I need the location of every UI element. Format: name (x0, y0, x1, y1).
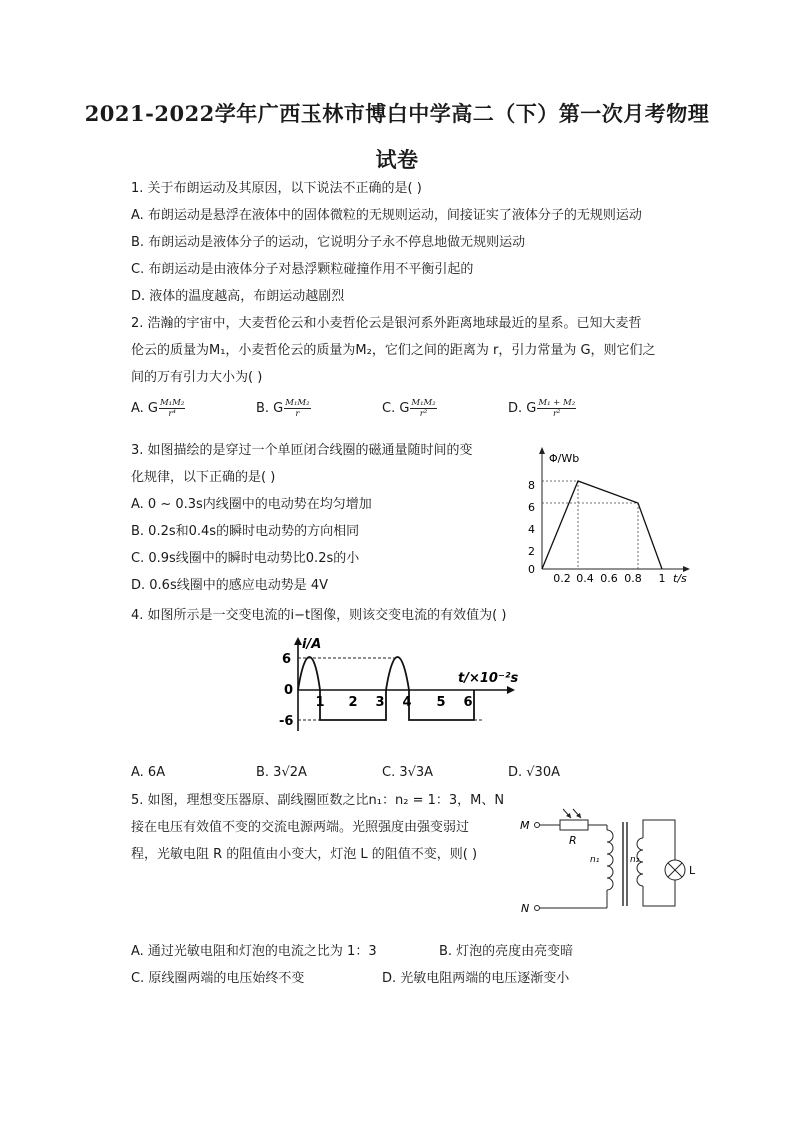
q5-transformer-circuit (515, 808, 705, 920)
q3-graph-ylabel: Φ/Wb (549, 452, 580, 465)
q1-option-c: C. 布朗运动是由液体分子对悬浮颗粒碰撞作用不平衡引起的 (131, 262, 474, 277)
q4-graph-y-arrow (294, 637, 302, 645)
q4-xtick-4: 4 (402, 695, 412, 710)
q5-option-b: B. 灯泡的亮度由亮变暗 (439, 944, 574, 959)
q2-option-d (508, 398, 576, 419)
q2-stem-line1: 2. 浩瀚的宇宙中，大麦哲伦云和小麦哲伦云是银河系外距离地球最近的星系。已知大麦哲 (131, 316, 642, 331)
q3-xtick-1: 1 (658, 572, 666, 585)
q5-stem-line2: 接在电压有效值不变的交流电源两端。光照强度由强变弱过 (131, 820, 470, 835)
q4-option-c: C. 3√3A (382, 765, 434, 780)
q3-flux-graph (515, 442, 700, 587)
q3-option-a: A. 0 ~ 0.3s内线圈中的电动势在均匀增加 (131, 497, 372, 512)
q1-option-a: A. 布朗运动是悬浮在液体中的固体微粒的无规则运动，间接证实了液体分子的无规则运动 (131, 208, 642, 223)
q2-option-d-label: D. G (508, 401, 537, 416)
q4-stem: 4. 如图所示是一交变电流的i−t图像，则该交变电流的有效值为( ) (131, 608, 507, 623)
q4-graph-xlabel: t/×10⁻²s (458, 671, 518, 686)
q4-current-graph (278, 636, 518, 736)
q5-stem-line1: 5. 如图，理想变压器原、副线圈匝数之比n₁：n₂ = 1：3，M、N (131, 793, 505, 808)
q4-positive-half-wave-2 (386, 657, 409, 690)
q5-option-a: A. 通过光敏电阻和灯泡的电流之比为 1：3 (131, 944, 377, 959)
q4-option-b: B. 3√2A (256, 765, 307, 780)
q2-option-b (256, 398, 311, 419)
q5-option-c: C. 原线圈两端的电压始终不变 (131, 971, 305, 986)
q3-xtick-0.4: 0.4 (576, 572, 594, 585)
q3-ytick-8: 8 (528, 479, 535, 492)
q4-ytick-minus6: -6 (279, 714, 294, 729)
q2-stem-line2: 伦云的质量为M₁，小麦哲伦云的质量为M₂，它们之间的距离为 r，引力常量为 G，则它们之 (131, 343, 656, 358)
q3-graph-y-arrow (539, 447, 545, 454)
q3-stem-line2: 化规律，以下正确的是( ) (131, 470, 276, 485)
q4-xtick-2: 2 (348, 695, 358, 710)
q5-primary-coil (607, 830, 613, 890)
q4-xtick-1: 1 (315, 695, 325, 710)
q2-option-c (382, 398, 437, 419)
exam-title-line1: 2021-2022学年广西玉林市博白中学高二（下）第一次月考物理 (84, 101, 710, 126)
q5-label-m: M (520, 819, 530, 832)
q2-option-d-denominator: r² (552, 409, 561, 419)
exam-title-line2: 试卷 (375, 147, 419, 172)
q2-option-d-fraction (537, 398, 576, 419)
q3-option-d: D. 0.6s线圈中的感应电动势是 4V (131, 578, 329, 593)
q2-option-c-fraction (410, 398, 436, 419)
q1-option-b: B. 布朗运动是液体分子的运动，它说明分子永不停息地做无规则运动 (131, 235, 526, 250)
q1-stem: 1. 关于布朗运动及其原因，以下说法不正确的是( ) (131, 181, 422, 196)
q2-stem-line3: 间的万有引力大小为( ) (131, 370, 263, 385)
q2-option-b-denominator: r (295, 409, 300, 419)
q4-graph-ylabel: i/A (302, 637, 322, 652)
q4-xtick-3: 3 (375, 695, 385, 710)
q4-xtick-6: 6 (463, 695, 473, 710)
q4-ytick-6: 6 (282, 652, 292, 667)
q2-option-a-label: A. G (131, 401, 159, 416)
q2-option-a (131, 398, 185, 419)
q2-option-c-numerator: M₁M₂ (411, 398, 436, 408)
q2-option-d-numerator: M₁ + M₂ (538, 398, 576, 408)
q5-stem-line3: 程，光敏电阻 R 的阻值由小变大，灯泡 L 的阻值不变，则( ) (131, 847, 478, 862)
q4-xtick-5: 5 (436, 695, 446, 710)
q5-wire-secondary-top (643, 820, 675, 860)
q5-label-n: N (521, 902, 530, 915)
q2-option-a-denominator: r⁴ (168, 409, 176, 419)
q4-positive-half-wave-1 (298, 657, 320, 690)
q2-option-b-fraction (284, 398, 310, 419)
q5-label-n2: n₂ (630, 855, 640, 865)
q2-option-a-fraction (159, 398, 185, 419)
q3-ytick-2: 2 (528, 545, 535, 558)
q5-terminal-m (535, 823, 540, 828)
q5-label-r: R (569, 834, 577, 847)
q4-ytick-0: 0 (284, 683, 294, 698)
q3-flux-curve (542, 481, 662, 569)
q4-graph-x-arrow (507, 686, 515, 694)
q2-option-a-numerator: M₁M₂ (160, 398, 185, 408)
q3-stem-line1: 3. 如图描绘的是穿过一个单匝闭合线圈的磁通量随时间的变 (131, 443, 473, 458)
q1-option-d: D. 液体的温度越高，布朗运动越剧烈 (131, 289, 345, 304)
q3-xtick-0.8: 0.8 (624, 572, 642, 585)
q3-xtick-0.6: 0.6 (600, 572, 618, 585)
q5-label-l: L (689, 864, 696, 877)
q2-option-b-label: B. G (256, 401, 284, 416)
q4-option-d: D. √30A (508, 765, 560, 780)
q2-option-c-denominator: r² (419, 409, 428, 419)
q3-option-b: B. 0.2s和0.4s的瞬时电动势的方向相同 (131, 524, 360, 539)
q3-option-c: C. 0.9s线圈中的瞬时电动势比0.2s的小 (131, 551, 360, 566)
q4-option-a: A. 6A (131, 765, 166, 780)
q2-option-c-label: C. G (382, 401, 410, 416)
q5-terminal-n (535, 906, 540, 911)
q3-ytick-0: 0 (528, 563, 535, 576)
q2-option-b-numerator: M₁M₂ (285, 398, 310, 408)
q3-ytick-6: 6 (528, 501, 535, 514)
q5-photoresistor (560, 820, 588, 830)
q3-xtick-0.2: 0.2 (553, 572, 571, 585)
q3-ytick-4: 4 (528, 523, 535, 536)
q3-graph-xlabel: t/s (673, 572, 687, 585)
q5-wire-secondary-bottom (643, 880, 675, 906)
q5-option-d: D. 光敏电阻两端的电压逐渐变小 (382, 971, 570, 986)
q5-label-n1: n₁ (590, 855, 600, 865)
